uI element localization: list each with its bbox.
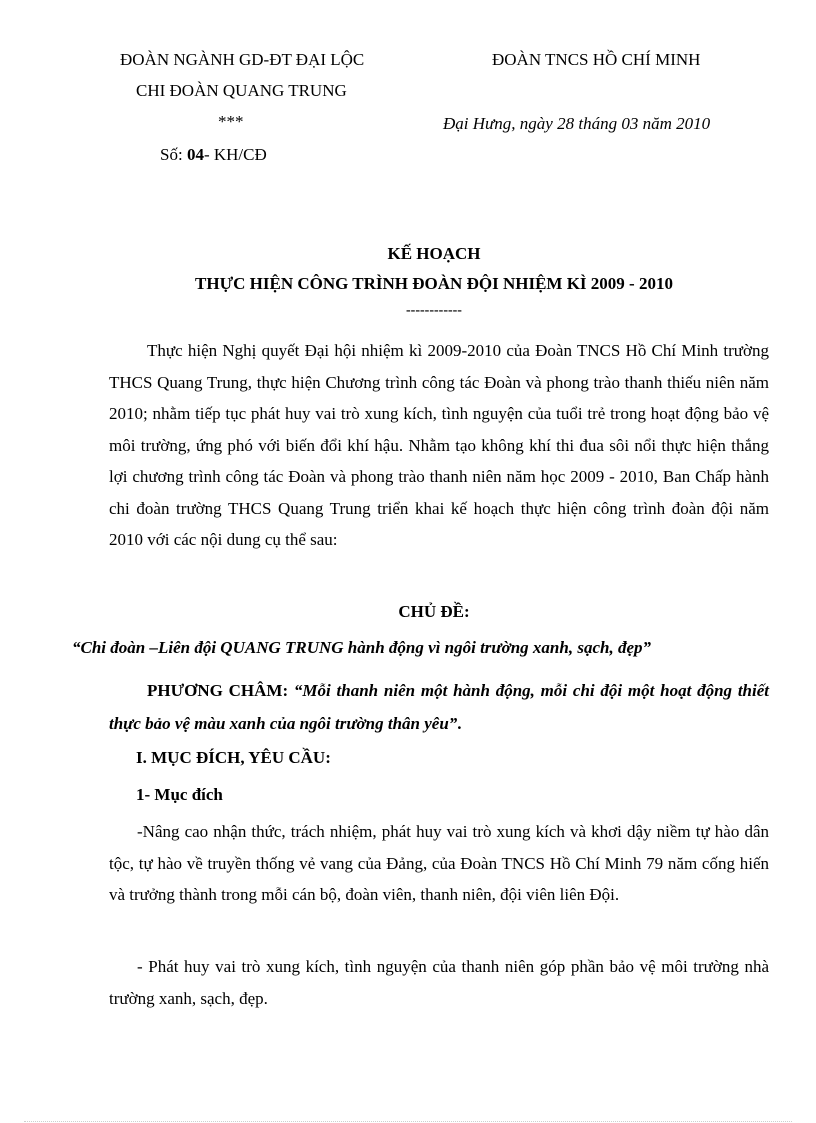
purpose-paragraph-1: -Nâng cao nhận thức, trách nhiệm, phát huy vai trò xung kích và khơi dậy niềm tự hào dân tộc, tự hào về truyền thống vẻ vang của Đảng, của Đoàn TNCS Hồ Chí Minh 79 năm cống hiến và trưởng thành trong mỗi cán bộ, đoàn viên, thanh niên, đội viên liên Đội. <box>109 822 769 904</box>
subsection-heading: 1- Mục đích <box>136 785 223 804</box>
issuer-org: ĐOÀN NGÀNH GD-ĐT ĐẠI LỘC <box>120 50 365 69</box>
theme-text: “Chi đoàn –Liên đội QUANG TRUNG hành động vì ngôi trường xanh, sạch, đẹp” <box>72 638 651 657</box>
title-divider: ------------ <box>406 303 462 318</box>
issuer-unit: CHI ĐOÀN QUANG TRUNG <box>136 81 347 100</box>
document-subtitle: THỰC HIỆN CÔNG TRÌNH ĐOÀN ĐỘI NHIỆM KÌ 2009 - 2010 <box>195 274 673 293</box>
document-number-value: 04 <box>186 145 204 164</box>
motto-label: PHƯƠNG CHÂM: <box>147 681 294 700</box>
header-stars: *** <box>218 112 244 131</box>
motto-text: “Mỗi thanh niên một hành động, mỗi chi đội một hoạt động thiết thực bảo vệ màu xanh của ngôi trường thân yêu” <box>109 681 769 733</box>
document-number-suffix: - KH/CĐ <box>203 145 267 164</box>
section-heading: I. MỤC ĐÍCH, YÊU CẦU: <box>136 748 331 767</box>
party-org: ĐOÀN TNCS HỒ CHÍ MINH <box>492 50 701 69</box>
purpose-paragraph-2: - Phát huy vai trò xung kích, tình nguyện của thanh niên góp phần bảo vệ môi trường nhà trường xanh, sạch, đẹp. <box>109 957 769 1008</box>
date-line: Đại Hưng, ngày 28 tháng 03 năm 2010 <box>443 114 711 133</box>
document-title: KẾ HOẠCH <box>387 244 481 263</box>
page-bottom-rule <box>24 1121 792 1122</box>
document-number <box>160 145 267 165</box>
motto-paragraph <box>109 674 769 740</box>
intro-paragraph: Thực hiện Nghị quyết Đại hội nhiệm kì 2009-2010 của Đoàn TNCS Hồ Chí Minh trường THCS Quang Trung, thực hiện Chương trình công tác Đoàn và phong trào thanh thiếu niên năm 2010; nhằm tiếp tục phát huy vai trò xung kích, tình nguyện của tuổi trẻ trong hoạt động bảo vệ môi trường, ứng phó với biến đổi khí hậu. Nhằm tạo không khí thi đua sôi nổi thực hiện thắng lợi chương trình công tác Đoàn và phong trào thanh niên năm học 2009 - 2010, Ban Chấp hành chi đoàn trường THCS Quang Trung triển khai kế hoạch thực hiện công trình đoàn đội năm 2010 với các nội dung cụ thể sau: <box>109 341 769 549</box>
document-number-prefix: Số: <box>160 145 187 164</box>
motto-end: . <box>457 714 462 733</box>
theme-heading: CHỦ ĐỀ: <box>398 602 470 621</box>
